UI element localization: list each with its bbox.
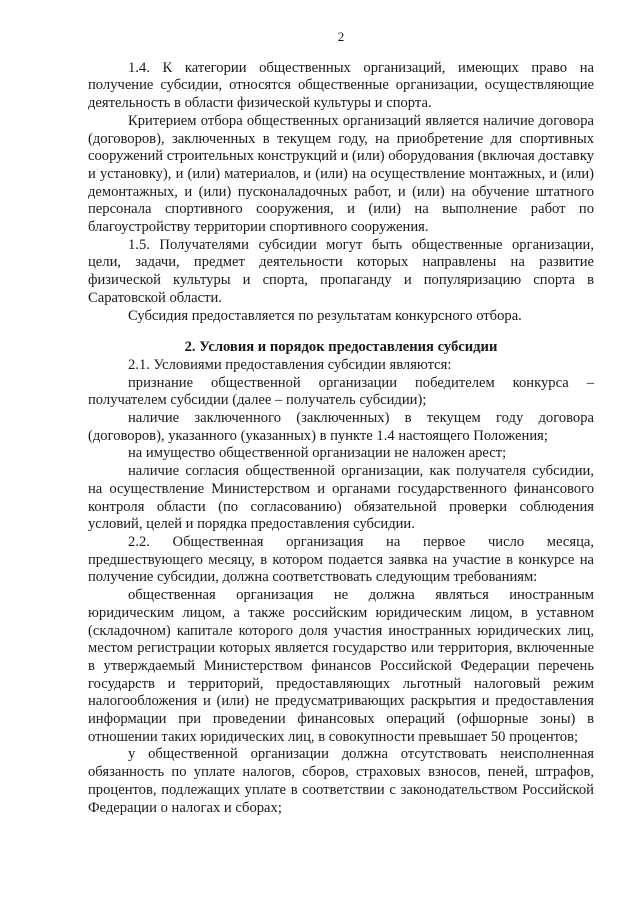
requirement-no-tax-debt: у общественной организации должна отсутствовать неисполненная обязанность по уплате налогов, сборов, страховых взносов, пеней, штрафов, процентов, подлежащих уплате в соответствии с законодательством Российской Федерации о налогах и сборах;	[88, 746, 594, 816]
paragraph-1-5: 1.5. Получателями субсидии могут быть общественные организации, цели, задачи, предмет деятельности которых направлены на развитие физической культуры и спорта, пропаганду и популяризацию спорта в Саратовской области.	[88, 236, 594, 306]
paragraph-competitive-selection: Субсидия предоставляется по результатам конкурсного отбора.	[128, 307, 522, 324]
paragraph-2-1: 2.1. Условиями предоставления субсидии являются:	[128, 356, 452, 373]
paragraph-2-2: 2.2. Общественная организация на первое число месяца, предшествующего месяцу, в котором подается заявка на участие в конкурсе на получение субсидии, должна соответствовать следующим требованиям:	[88, 533, 594, 586]
page-number: 2	[337, 29, 345, 44]
requirement-not-foreign: общественная организация не должна являться иностранным юридическим лицом, а также российским юридическим лицом, в уставном (складочном) капитале которого доля участия иностранных юридических лиц, местом регистрации которых является государство или территория, включенные в утверждаемый Министерством финансов Российской Федерации перечень государств и территорий, предоставляющих льготный налоговый режим налогообложения и (или) не предусматривающих раскрытия и предоставления информации при проведении финансовых операций (офшорные зоны) в отношении таких юридических лиц, в совокупности превышает 50 процентов;	[88, 587, 594, 745]
condition-consent: наличие согласия общественной организации, как получателя субсидии, на осуществление Министерством и органами государственного финансового контроля области (по согласованию) обязательной проверки соблюдения условий, целей и порядка предоставления субсидии.	[88, 463, 594, 533]
paragraph-1-4: 1.4. К категории общественных организаций, имеющих право на получение субсидии, относятся общественные организации, осуществляющие деятельность в области физической культуры и спорта.	[88, 59, 594, 112]
condition-contract: наличие заключенного (заключенных) в текущем году договора (договоров), указанного (указанных) в пункте 1.4 настоящего Положения;	[88, 410, 594, 444]
condition-winner: признание общественной организации победителем конкурса – получателем субсидии (далее – получатель субсидии);	[88, 374, 594, 409]
condition-no-arrest: на имущество общественной организации не наложен арест;	[128, 445, 507, 462]
paragraph-selection-criteria: Критерием отбора общественных организаций является наличие договора (договоров), заключенных в текущем году, на приобретение для спортивных сооружений строительных конструкций и (или) оборудования (включая доставку и установку), и (или) материалов, и (или) на осуществление монтажных, и (или) демонтажных, и (или) пусконаладочных работ, и (или) на обучение штатного персонала спортивного сооружения, и (или) на выполнение работ по благоустройству территории спортивного сооружения.	[88, 112, 594, 236]
section-2-heading: 2. Условия и порядок предоставления субсидии	[184, 339, 498, 356]
